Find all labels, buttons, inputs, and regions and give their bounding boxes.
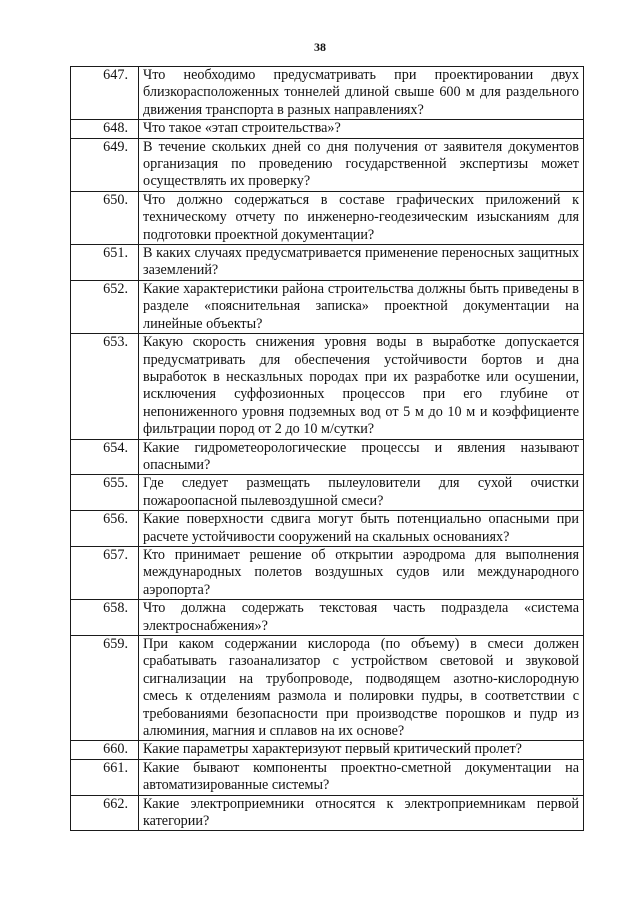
question-number: 650. [71, 191, 139, 244]
question-row [71, 138, 584, 191]
question-text: Что должно содержаться в составе графических приложений к техническому отчету по инженерно-геодезическим изысканиям для подготовки проектной документации? [139, 191, 584, 244]
question-number: 662. [71, 795, 139, 831]
question-row [71, 120, 584, 138]
question-row [71, 475, 584, 511]
question-row [71, 439, 584, 475]
question-text: Что такое «этап строительства»? [139, 120, 584, 138]
question-text: Что необходимо предусматривать при проектировании двух близкорасположенных тоннелей длиной свыше 600 м для раздельного движения транспорта в разных направлениях? [139, 67, 584, 120]
question-number: 648. [71, 120, 139, 138]
question-number: 660. [71, 741, 139, 759]
question-row [71, 280, 584, 333]
page-number: 38 [314, 40, 326, 54]
question-number: 654. [71, 439, 139, 475]
question-number: 651. [71, 245, 139, 281]
question-number: 661. [71, 759, 139, 795]
question-number: 652. [71, 280, 139, 333]
question-text: В течение скольких дней со дня получения от заявителя документов организация по проведению государственной экспертизы может осуществлять их проверку? [139, 138, 584, 191]
question-row [71, 67, 584, 120]
question-text: Кто принимает решение об открытии аэродрома для выполнения международных полетов воздушных судов или международного аэропорта? [139, 546, 584, 599]
question-number: 649. [71, 138, 139, 191]
question-text: Какие параметры характеризуют первый критический пролет? [139, 741, 584, 759]
question-text: При каком содержании кислорода (по объему) в смеси должен срабатывать газоанализатор с устройством световой и звуковой сигнализации на трубопроводе, подводящем азотно-кислородную смесь к отделениям размола и полировки пудры, в соответствии с требованиями безопасности при производстве порошков и пудр из алюминия, магния и сплавов на их основе? [139, 636, 584, 741]
question-text: Какую скорость снижения уровня воды в выработке допускается предусматривать для обеспечения устойчивости бортов и дна выработок в несказльных породах при их разработке или осушении, исключения суффозионных процессов при его глубине от непониженного уровня подземных вод от 5 м до 10 м и коэффициенте фильтрации пород от 2 до 10 м/сутки? [139, 334, 584, 439]
question-row [71, 636, 584, 741]
question-text: Какие поверхности сдвига могут быть потенциально опасными при расчете устойчивости сооружений на скальных основаниях? [139, 511, 584, 547]
question-number: 647. [71, 67, 139, 120]
question-text: Какие бывают компоненты проектно-сметной документации на автоматизированные системы? [139, 759, 584, 795]
question-row [71, 600, 584, 636]
question-row [71, 334, 584, 439]
questions-table [70, 66, 584, 831]
question-text: Что должна содержать текстовая часть подраздела «система электроснабжения»? [139, 600, 584, 636]
question-number: 655. [71, 475, 139, 511]
question-number: 658. [71, 600, 139, 636]
question-row [71, 759, 584, 795]
questions-table-body [71, 67, 584, 831]
question-row [71, 795, 584, 831]
question-text: Где следует размещать пылеуловители для сухой очистки пожароопасной пылевоздушной смеси? [139, 475, 584, 511]
question-row [71, 546, 584, 599]
question-text: Какие характеристики района строительства должны быть приведены в разделе «пояснительная записка» проектной документации на линейные объекты? [139, 280, 584, 333]
question-text: В каких случаях предусматривается применение переносных защитных заземлений? [139, 245, 584, 281]
question-number: 656. [71, 511, 139, 547]
question-text: Какие гидрометеорологические процессы и явления называют опасными? [139, 439, 584, 475]
question-row [71, 191, 584, 244]
question-number: 657. [71, 546, 139, 599]
question-text: Какие электроприемники относятся к электроприемникам первой категории? [139, 795, 584, 831]
question-row [71, 245, 584, 281]
question-number: 659. [71, 636, 139, 741]
question-row [71, 741, 584, 759]
question-row [71, 511, 584, 547]
question-number: 653. [71, 334, 139, 439]
